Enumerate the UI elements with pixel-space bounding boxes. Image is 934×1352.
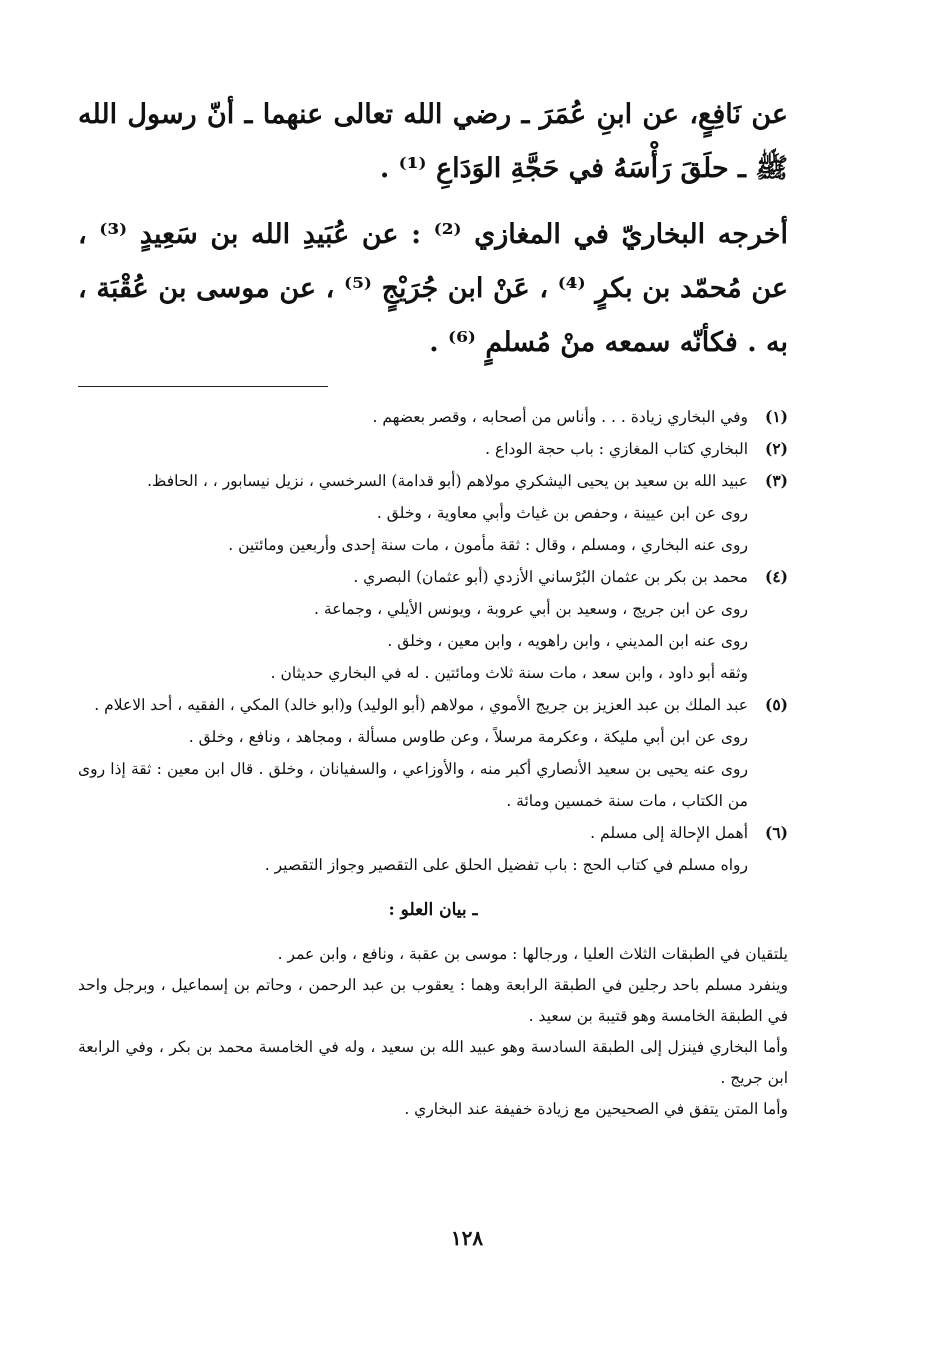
footnote-subline: روى عن ابن عيينة ، وحفص بن غياث وأبي معاوية ، وخلق . <box>376 504 748 522</box>
section-paragraph: وأما البخاري فينزل إلى الطبقة السادسة وهو عبيد الله بن سعيد ، وله في الخامسة محمد بن بكر ، وفي الرابعة ابن جريج . <box>78 1038 788 1087</box>
footnote-subline: روى عن ابن جريج ، وسعيد بن أبي عروبة ، ويونس الأيلي ، وجماعة . <box>314 600 748 618</box>
footnote <box>78 433 788 465</box>
footnote <box>78 465 788 497</box>
section-paragraph: يلتقيان في الطبقات الثلاث العليا ، ورجالها : موسى بن عقبة ، ونافع ، وابن عمر . <box>277 945 788 963</box>
footnote <box>78 401 788 433</box>
footnote <box>78 817 788 849</box>
footnote-text: عبد الملك بن عبد العزيز بن جريج الأموي ، مولاهم (أبو الوليد) و(ابو خالد) المكي ، الفقيه ، أحد الاعلام . <box>94 696 748 714</box>
footnote-number: (٢) <box>764 439 788 458</box>
page-number: ١٢٨ <box>450 1226 484 1250</box>
takhrij-text: أخرجه البخاريّ في المغازي ⁽²⁾ : عن عُبَيدِ الله بن سَعِيدٍ ⁽³⁾ ، عن مُحمّد بن بكرٍ ⁽⁴⁾ ، عَنْ ابن جُرَيْجٍ ⁽⁵⁾ ، عن موسى بن عُقْبَة ، به . فكأنّه سمعه منْ مُسلمٍ ⁽⁶⁾ . <box>78 219 789 358</box>
footnote-number: (٦) <box>764 823 788 842</box>
section-paragraph: وأما المتن يتفق في الصحيحين مع زيادة خفيفة عند البخاري . <box>404 1100 788 1118</box>
section-heading: ـ بيان العلو : <box>388 900 478 920</box>
footnote-text: عبيد الله بن سعيد بن يحيى اليشكري مولاهم (أبو قدامة) السرخسي ، نزيل نيسابور ، ، الحافظ. <box>147 472 748 490</box>
footnote-subline: روى عنه ابن المديني ، وابن راهويه ، وابن معين ، وخلق . <box>387 632 748 650</box>
section-paragraph: وينفرد مسلم باحد رجلين في الطبقة الرابعة وهما : يعقوب بن عبد الرحمن ، وحاتم بن إسماعيل ، وبرجل واحد في الطبقة الخامسة وهو قتيبة بن سعيد . <box>78 976 788 1025</box>
footnote-number: (١) <box>764 407 788 426</box>
section-body <box>78 939 788 1125</box>
footnote-text: وفي البخاري زيادة . . . وأناس من أصحابه ، وقصر بعضهم . <box>372 408 748 426</box>
footnote-subline: روى عن ابن أبي مليكة ، وعكرمة مرسلاً ، وعن طاوس مسألة ، ومجاهد ، ونافع ، وخلق . <box>188 728 748 746</box>
footnote <box>78 689 788 721</box>
footnote-number: (٥) <box>764 695 788 714</box>
footnote-text: أهمل الإحالة إلى مسلم . <box>590 824 748 842</box>
footnotes <box>78 401 788 881</box>
footnote-number: (٣) <box>764 471 788 490</box>
footnote-subline: رواه مسلم في كتاب الحج : باب تفضيل الحلق على التقصير وجواز التقصير . <box>264 856 748 874</box>
footnote-divider <box>78 386 328 387</box>
footnote-text: البخاري كتاب المغازي : باب حجة الوداع . <box>485 440 748 458</box>
footnote-text: محمد بن بكر بن عثمان البُرْساني الأزدي (أبو عثمان) البصري . <box>353 568 748 586</box>
footnote-subline: روى عنه يحيى بن سعيد الأنصاري أكبر منه ، والأوزاعي ، والسفيانان ، وخلق . قال ابن معين : ثقة إذا روى من الكتاب ، مات سنة خمسين ومائة . <box>78 760 748 810</box>
footnote <box>78 561 788 593</box>
footnote-subline: روى عنه البخاري ، ومسلم ، وقال : ثقة مأمون ، مات سنة إحدى وأربعين ومائتين . <box>228 536 748 554</box>
main-hadith-text: عن نَافِعٍ، عن ابنِ عُمَرَ ـ رضي الله تعالى عنهما ـ أنّ رسول الله ﷺ ـ حلَقَ رَأْسَهُ في حَجَّةِ الوَدَاعِ ⁽¹⁾ . <box>78 99 788 184</box>
footnote-subline: وثقه أبو داود ، وابن سعد ، مات سنة ثلاث ومائتين . له في البخاري حديثان . <box>270 664 748 682</box>
footnote-number: (٤) <box>764 567 788 586</box>
page-content <box>78 88 788 1125</box>
